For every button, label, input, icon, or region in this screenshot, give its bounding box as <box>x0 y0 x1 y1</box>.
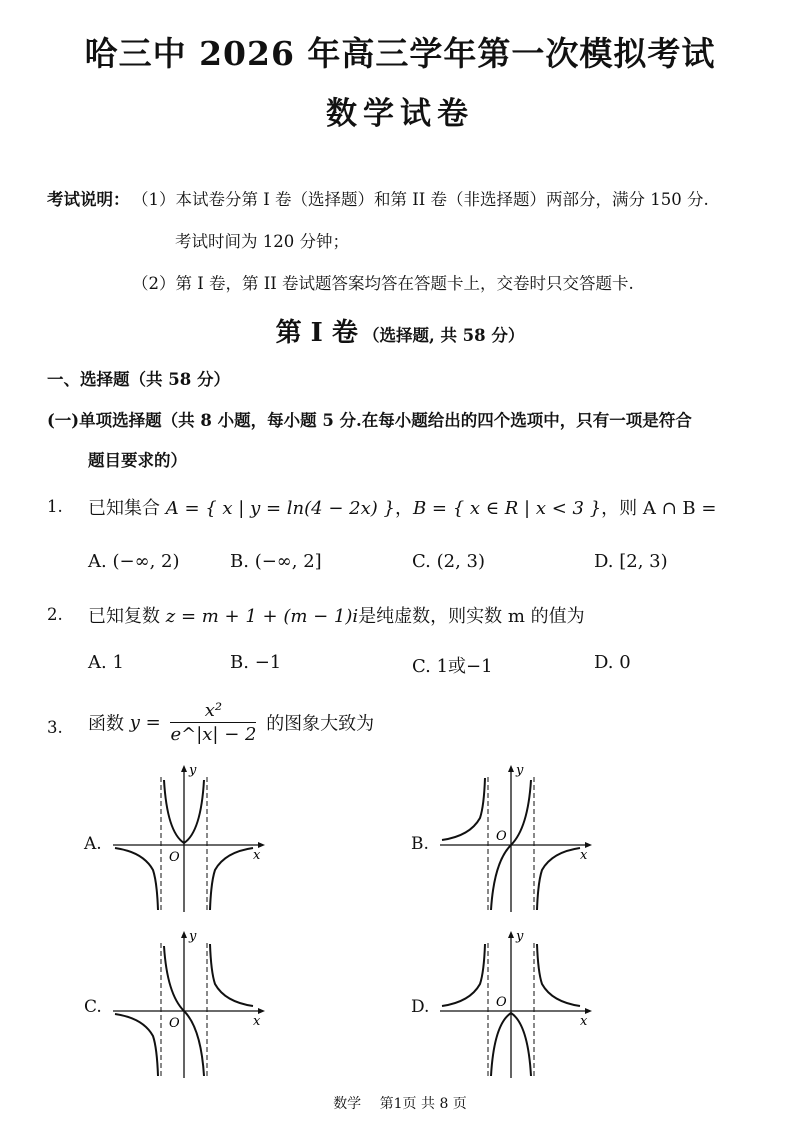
q1-option-c <box>412 551 485 572</box>
q3-fraction <box>170 700 256 745</box>
curve-right <box>537 848 580 910</box>
instructions-item-1-cont: 考试时间为 120 分钟； <box>175 232 349 251</box>
q2-option-a-value: 1 <box>112 652 124 673</box>
q2-option-b-value: −1 <box>254 652 282 673</box>
q1-option-b <box>230 551 322 572</box>
y-axis-arrow-icon <box>181 931 187 938</box>
q2-stem <box>88 602 585 628</box>
curve-right <box>210 848 253 910</box>
curve-right <box>210 944 253 1006</box>
origin-label: O <box>496 829 507 844</box>
q1-option-a <box>88 551 180 572</box>
curve-left <box>115 848 158 910</box>
y-axis-label: y <box>516 763 524 778</box>
q1-stem <box>88 494 716 520</box>
q3-option-a-label: A. <box>84 834 102 854</box>
subsection-heading: (一)单项选择题（共 8 小题，每小题 5 分.在每小题给出的四个选项中，只有一项是符合 <box>47 411 692 430</box>
q1-option-a-label: A. <box>88 551 107 572</box>
q3-numerator: x² <box>170 700 256 723</box>
volume-heading <box>0 312 800 349</box>
q2-option-a <box>88 652 124 673</box>
q1-text-prefix: 已知集合 <box>88 498 160 519</box>
y-axis-label: y <box>189 763 197 778</box>
exam-subtitle: 数学试卷 <box>326 96 474 132</box>
q2-option-c <box>412 652 493 678</box>
q3-option-c-label: C. <box>84 997 102 1017</box>
q3-y-eq: y = <box>129 712 161 733</box>
curve-left <box>115 1014 158 1076</box>
q3-denominator: e^|x| − 2 <box>170 724 257 745</box>
y-axis-label: y <box>516 929 524 944</box>
q2-text-prefix: 已知复数 <box>88 606 160 627</box>
x-axis-label: x <box>580 848 588 863</box>
q1-option-c-value: (2, 3) <box>436 551 485 572</box>
q1-option-b-value: (−∞, 2] <box>254 551 322 572</box>
q1-option-b-label: B. <box>230 551 249 572</box>
q3-graph-d <box>440 928 600 1083</box>
q2-option-d-value: 0 <box>619 652 631 673</box>
q2-option-b <box>230 652 281 673</box>
origin-label: O <box>496 995 507 1010</box>
exam-title: 哈三中 2026 年高三学年第一次模拟考试 <box>84 34 716 73</box>
y-axis-arrow-icon <box>508 931 514 938</box>
q2-option-b-label: B. <box>230 652 249 673</box>
volume-title: 第 I 卷 <box>275 318 358 348</box>
q3-option-d-label: D. <box>411 997 430 1017</box>
origin-label: O <box>169 850 180 865</box>
curve-left <box>442 944 485 1006</box>
q3-text-suffix: 的图象大致为 <box>266 713 375 735</box>
y-axis-arrow-icon <box>181 765 187 772</box>
q2-option-c-value: 1或−1 <box>436 656 493 677</box>
x-axis-label: x <box>253 848 261 863</box>
q3-option-b-label: B. <box>411 834 429 854</box>
origin-label: O <box>169 1016 180 1031</box>
subsection-heading-cont: 题目要求的） <box>88 451 187 470</box>
q1-number: 1. <box>47 497 63 516</box>
curve-right <box>537 944 580 1006</box>
y-axis-label: y <box>189 929 197 944</box>
instructions-label: 考试说明： <box>47 190 130 209</box>
q1-option-d-value: [2, 3) <box>619 551 668 572</box>
q3-graph-a <box>113 762 273 917</box>
q2-option-c-label: C. <box>412 656 431 677</box>
q2-number: 2. <box>47 605 63 624</box>
q1-option-c-label: C. <box>412 551 431 572</box>
q3-stem <box>88 700 374 745</box>
page-footer: 数学 第1页 共 8 页 <box>333 1096 467 1112</box>
instructions-item-2: （2）第 I 卷，第 II 卷试题答案均答在答题卡上，交卷时只交答题卡. <box>132 274 634 293</box>
section-heading: 一、选择题（共 58 分） <box>47 370 230 389</box>
q1-option-d <box>594 551 668 572</box>
x-axis-label: x <box>580 1014 588 1029</box>
q1-text-suffix: ，则 A ∩ B = <box>601 498 717 519</box>
volume-note: （选择题, 共 58 分） <box>362 326 525 345</box>
q3-graph-c <box>113 928 273 1083</box>
q2-text-suffix: 是纯虚数，则实数 m 的值为 <box>358 606 585 627</box>
q2-option-d <box>594 652 631 673</box>
q1-sep: ， <box>394 498 413 519</box>
y-axis-arrow-icon <box>508 765 514 772</box>
instructions-item-1: （1）本试卷分第 I 卷（选择题）和第 II 卷（非选择题）两部分，满分 150 分. <box>132 190 709 209</box>
q2-option-a-label: A. <box>88 652 107 673</box>
q2-expr: z = m + 1 + (m − 1)i <box>165 606 359 627</box>
q3-text-prefix: 函数 <box>88 713 124 735</box>
x-axis-label: x <box>253 1014 261 1029</box>
q1-set-b: B = { x ∈ R | x < 3 } <box>412 498 602 519</box>
q1-option-d-label: D. <box>594 551 614 572</box>
q3-number: 3. <box>47 718 63 737</box>
q3-graph-b <box>440 762 600 917</box>
q2-option-d-label: D. <box>594 652 614 673</box>
curve-left <box>442 778 485 840</box>
q1-option-a-value: (−∞, 2) <box>112 551 180 572</box>
q1-set-a: A = { x | y = ln(4 − 2x) } <box>165 498 395 519</box>
